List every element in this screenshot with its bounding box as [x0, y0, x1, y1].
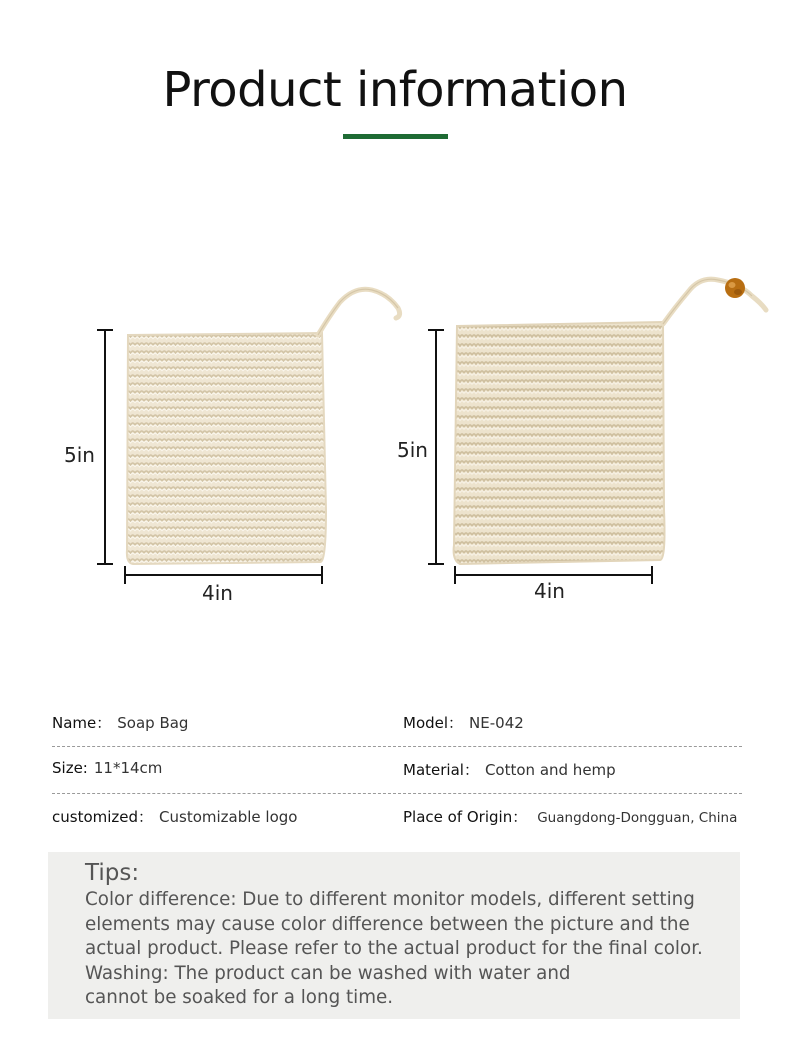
wooden-bead-icon: [725, 278, 745, 298]
right-height-label: 5in: [397, 438, 428, 462]
left-width-label: 4in: [202, 581, 233, 605]
size-label: Size:: [52, 759, 88, 777]
customized-field: [52, 806, 297, 827]
title-accent-bar: [343, 134, 448, 139]
size-field: [52, 759, 162, 777]
origin-label: Place of Origin：: [403, 808, 528, 826]
right-width-label: 4in: [534, 579, 565, 603]
right-height-dimension: [428, 330, 444, 564]
right-soap-bag: [454, 279, 766, 564]
model-label: Model：: [403, 714, 464, 732]
tips-title: Tips:: [85, 860, 140, 886]
model-value: NE-042: [469, 714, 524, 732]
origin-field: [403, 806, 737, 827]
material-label: Material：: [403, 761, 479, 779]
left-soap-bag: [127, 289, 400, 564]
origin-value: Guangdong-Dongguan, China: [537, 810, 738, 826]
specs-row: [52, 700, 742, 747]
page-title: Product information: [162, 62, 628, 118]
tips-line: cannot be soaked for a long time.: [85, 987, 394, 1008]
product-specs: [52, 700, 742, 840]
size-value: 11*14cm: [93, 759, 163, 777]
specs-row: [52, 794, 742, 840]
name-value: Soap Bag: [117, 714, 189, 732]
name-label: Name：: [52, 714, 112, 732]
tips-line: elements may cause color difference between the picture and the: [85, 913, 690, 935]
material-field: [403, 759, 616, 780]
name-field: [52, 712, 188, 733]
customized-label: customized：: [52, 808, 154, 826]
left-height-dimension: [97, 330, 113, 564]
specs-row: [52, 747, 742, 794]
tips-body: [85, 888, 725, 1011]
material-value: Cotton and hemp: [484, 761, 616, 779]
tips-box: [48, 852, 740, 1019]
model-field: [403, 712, 524, 733]
tips-line: Washing: The product can be washed with water and: [85, 962, 571, 984]
customized-value: Customizable logo: [159, 808, 298, 826]
left-height-label: 5in: [64, 443, 95, 467]
tips-line: Color difference: Due to different monitor models, different setting: [85, 889, 695, 910]
product-dimension-figure: [0, 260, 790, 610]
tips-line: actual product. Please refer to the actual product for the final color.: [85, 938, 703, 959]
